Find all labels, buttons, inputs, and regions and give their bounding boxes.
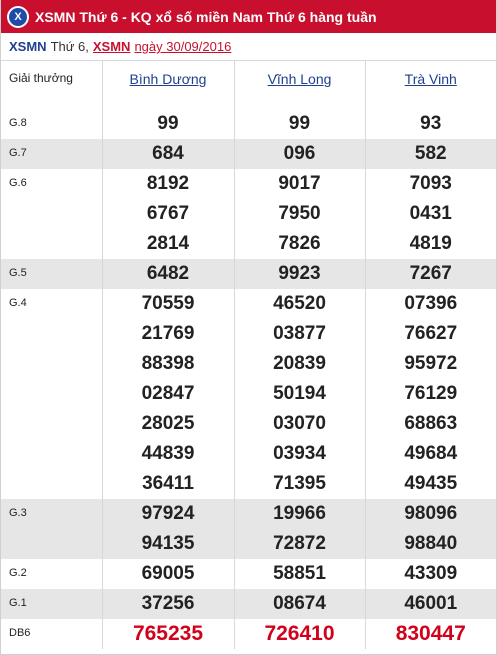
prize-number: 37256 (141, 593, 195, 614)
result-cell (102, 259, 234, 289)
prize-number: 7093 (409, 173, 452, 194)
prize-number: 99 (157, 113, 179, 134)
prize-number: 02847 (141, 383, 195, 404)
result-cell (234, 169, 365, 259)
prize-number: 49684 (404, 443, 458, 464)
prize-label: G.7 (1, 139, 102, 169)
prize-number: 6482 (146, 263, 190, 284)
prize-number: 28025 (141, 413, 195, 434)
prize-label: G.1 (1, 589, 102, 619)
results-table (1, 61, 496, 649)
prize-number: 72872 (273, 533, 326, 554)
prize-number: 582 (414, 143, 447, 164)
result-cell (102, 289, 234, 499)
table-row (1, 259, 496, 289)
prize-number: 46520 (273, 293, 326, 314)
prize-number: 43309 (404, 563, 458, 584)
result-cell (365, 619, 496, 649)
result-cell (365, 499, 496, 559)
result-cell (102, 169, 234, 259)
prize-number: 4819 (409, 233, 452, 254)
prize-number: 76627 (404, 323, 458, 344)
table-row (1, 289, 496, 499)
result-cell (365, 589, 496, 619)
prize-number: 03070 (273, 413, 326, 434)
result-cell (234, 139, 365, 169)
prize-label: G.6 (9, 177, 27, 189)
result-cell (234, 559, 365, 589)
prize-number: 9017 (278, 173, 321, 194)
prize-number: 07396 (404, 293, 458, 314)
page-title: XSMN Thứ 6 - KQ xổ số miền Nam Thứ 6 hàng tuần (35, 8, 377, 25)
special-prize-number: 830447 (395, 622, 466, 645)
subtitle-day: Thứ 6, (50, 39, 89, 54)
prize-number: 49435 (404, 473, 458, 494)
prize-number: 68863 (404, 413, 458, 434)
prize-number: 98840 (404, 533, 458, 554)
result-cell (365, 259, 496, 289)
prize-number: 0431 (409, 203, 452, 224)
prize-number: 6767 (146, 203, 190, 224)
result-cell (365, 109, 496, 139)
prize-number: 7950 (278, 203, 321, 224)
prize-number: 2814 (146, 233, 190, 254)
result-cell (234, 289, 365, 499)
table-row (1, 559, 496, 589)
province-link-vinh-long[interactable]: Vĩnh Long (234, 61, 365, 109)
prize-label: G.2 (9, 567, 27, 579)
result-cell (102, 109, 234, 139)
result-cell (234, 109, 365, 139)
result-cell (102, 589, 234, 619)
prize-number: 46001 (404, 593, 458, 614)
prize-number: 44839 (141, 443, 195, 464)
prize-number: 97924 (141, 503, 195, 524)
result-cell (234, 499, 365, 559)
result-cell (102, 559, 234, 589)
logo-letter: X (9, 8, 27, 26)
prize-number: 69005 (141, 563, 195, 584)
table-row (1, 619, 496, 649)
prize-number: 03877 (273, 323, 326, 344)
result-cell (365, 139, 496, 169)
prize-number: 8192 (146, 173, 190, 194)
result-cell (102, 139, 234, 169)
prize-label: G.3 (1, 499, 102, 559)
xsmn-link[interactable]: XSMN (92, 39, 131, 54)
table-row (1, 499, 496, 559)
prize-number: 98096 (404, 503, 458, 524)
prize-number: 93 (420, 113, 442, 134)
prize-label: G.4 (9, 297, 27, 309)
prize-number: 21769 (141, 323, 195, 344)
prize-number: 20839 (273, 353, 326, 374)
prize-label: DB6 (9, 627, 31, 639)
table-row (1, 589, 496, 619)
table-row (1, 109, 496, 139)
prize-number: 94135 (141, 533, 195, 554)
prize-number: 9923 (278, 263, 321, 284)
result-cell (234, 589, 365, 619)
result-cell (102, 619, 234, 649)
title-bar (1, 0, 496, 33)
result-cell (365, 169, 496, 259)
province-link-tra-vinh[interactable]: Trà Vinh (365, 61, 496, 109)
subtitle-region: XSMN (9, 39, 47, 54)
prize-number: 36411 (142, 473, 194, 494)
prize-number: 58851 (273, 563, 326, 584)
site-logo-icon[interactable] (7, 6, 29, 28)
result-cell (234, 259, 365, 289)
prize-column-header: Giải thưởng (9, 71, 73, 85)
prize-number: 88398 (141, 353, 195, 374)
prize-number: 95972 (404, 353, 458, 374)
prize-number: 76129 (404, 383, 458, 404)
table-row (1, 169, 496, 259)
prize-number: 71395 (273, 473, 326, 494)
prize-number: 70559 (141, 293, 195, 314)
prize-number: 096 (283, 143, 316, 164)
prize-label: G.5 (1, 259, 102, 289)
special-prize-number: 726410 (264, 622, 335, 645)
province-link-binh-duong[interactable]: Bình Dương (102, 61, 234, 109)
prize-number: 684 (152, 143, 184, 164)
table-row (1, 139, 496, 169)
result-cell (365, 559, 496, 589)
breadcrumb (1, 33, 496, 61)
prize-label: G.8 (9, 117, 27, 129)
table-header-row (1, 61, 496, 109)
prize-number: 50194 (273, 383, 326, 404)
prize-number: 7826 (278, 233, 321, 254)
prize-number: 03934 (273, 443, 326, 464)
result-cell (234, 619, 365, 649)
prize-number: 7267 (409, 263, 452, 284)
result-cell (365, 289, 496, 499)
special-prize-number: 765235 (132, 622, 204, 645)
prize-number: 08674 (273, 593, 326, 614)
prize-number: 19966 (273, 503, 326, 524)
date-link[interactable]: ngày 30/09/2016 (134, 39, 232, 54)
prize-number: 99 (288, 113, 311, 134)
result-cell (102, 499, 234, 559)
